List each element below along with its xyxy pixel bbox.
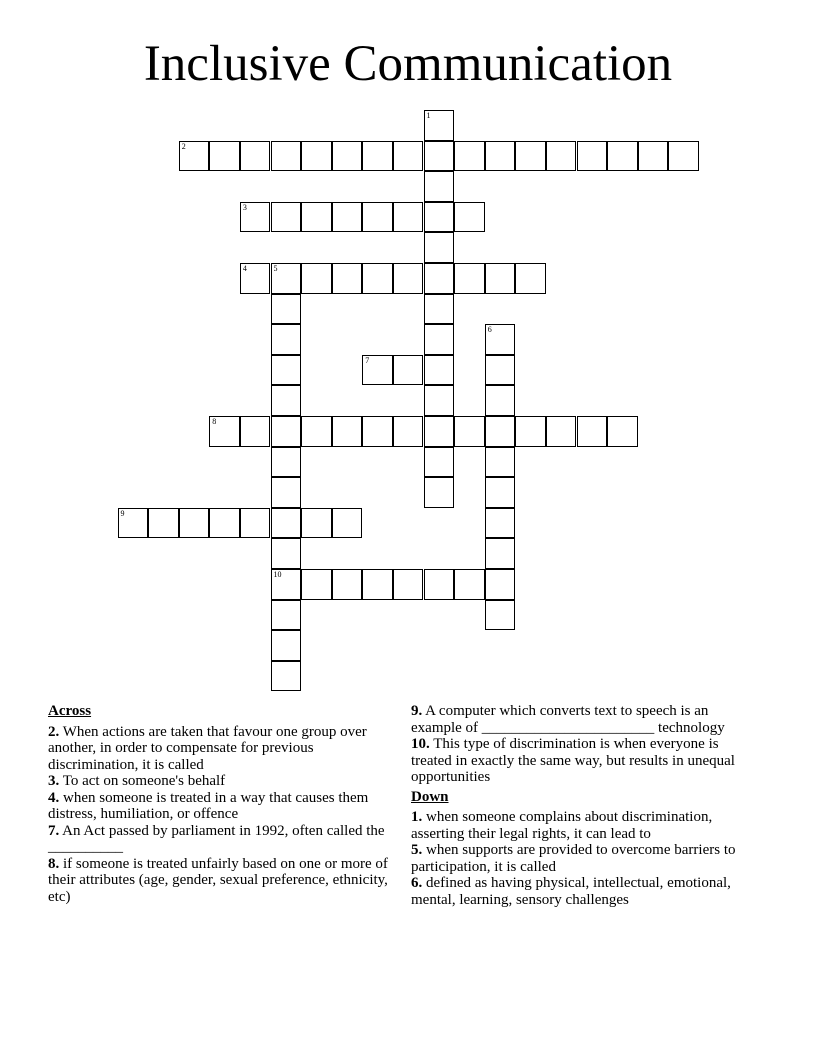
- grid-cell[interactable]: [485, 447, 516, 478]
- grid-cell[interactable]: [271, 385, 302, 416]
- clue-text: To act on someone's behalf: [59, 773, 226, 789]
- grid-cell[interactable]: [362, 141, 393, 172]
- grid-cell[interactable]: [271, 600, 302, 631]
- clue-number: 10.: [411, 736, 430, 752]
- grid-cell[interactable]: [424, 141, 455, 172]
- grid-cell[interactable]: [485, 477, 516, 508]
- across-heading: Across: [48, 703, 92, 719]
- grid-cell[interactable]: [424, 569, 455, 600]
- clue-across-3: [48, 773, 393, 790]
- grid-cell[interactable]: [362, 569, 393, 600]
- grid-cell[interactable]: [209, 508, 240, 539]
- cell-number: 3: [242, 202, 247, 212]
- grid-cell[interactable]: [271, 141, 302, 172]
- grid-cell[interactable]: [271, 538, 302, 569]
- grid-cell[interactable]: [301, 263, 332, 294]
- grid-cell[interactable]: [271, 416, 302, 447]
- page-title: Inclusive Communication: [143, 36, 673, 92]
- grid-cell[interactable]: [485, 263, 516, 294]
- grid-cell[interactable]: [332, 141, 363, 172]
- grid-cell[interactable]: [271, 508, 302, 539]
- cell-number: 8: [212, 417, 217, 426]
- clue-text: defined as having physical, intellectual, emotional, mental, learning, sensory challenges: [411, 875, 731, 908]
- grid-cell[interactable]: [485, 324, 516, 355]
- grid-cell[interactable]: [332, 569, 363, 600]
- grid-cell[interactable]: [424, 294, 455, 325]
- grid-cell[interactable]: [424, 263, 455, 294]
- clue-number: 8.: [48, 855, 60, 872]
- clue-across-4: [48, 790, 393, 823]
- clue-across-10: [411, 736, 761, 786]
- grid-cell[interactable]: [271, 661, 302, 692]
- grid-cell[interactable]: [424, 477, 455, 508]
- grid-cell[interactable]: [454, 569, 485, 600]
- grid-cell[interactable]: [485, 141, 516, 172]
- grid-cell[interactable]: [424, 355, 455, 386]
- grid-cell[interactable]: [424, 232, 455, 263]
- cell-number: 6: [487, 325, 492, 335]
- cell-number: 9: [120, 508, 125, 518]
- clue-down-1: [411, 809, 761, 842]
- grid-cell[interactable]: [546, 141, 577, 172]
- grid-cell[interactable]: [424, 447, 455, 478]
- clue-text: This type of discrimination is when everyone is treated in exactly the same way, but results in unequal opportunities: [411, 736, 735, 785]
- grid-cell[interactable]: [332, 508, 363, 539]
- clue-number: 5.: [411, 842, 423, 858]
- grid-cell[interactable]: [240, 416, 271, 447]
- grid-cell[interactable]: [485, 600, 516, 631]
- grid-cell[interactable]: [271, 355, 302, 386]
- clue-number: 7.: [48, 822, 60, 839]
- clue-text: When actions are taken that favour one group over another, in order to compensate for previous discrimination, it is called: [48, 723, 367, 773]
- grid-cell[interactable]: [179, 508, 210, 539]
- grid-cell[interactable]: [332, 202, 363, 233]
- grid-cell[interactable]: [240, 141, 271, 172]
- clues-column-right: [411, 703, 761, 908]
- clue-number: 9.: [411, 703, 423, 719]
- grid-cell[interactable]: [362, 202, 393, 233]
- clue-text: when someone complains about discrimination, asserting their legal rights, it can lead to: [411, 809, 713, 842]
- grid-cell[interactable]: [577, 416, 608, 447]
- grid-cell[interactable]: [546, 416, 577, 447]
- grid-cell[interactable]: [362, 355, 393, 386]
- clue-text: A computer which converts text to speech is an example of _______________________ technology: [411, 703, 725, 736]
- down-heading: Down: [411, 788, 449, 805]
- clue-down-6: [411, 875, 761, 908]
- grid-cell[interactable]: [271, 263, 302, 294]
- grid-cell[interactable]: [393, 355, 424, 386]
- grid-cell[interactable]: [209, 416, 240, 447]
- grid-cell[interactable]: [271, 447, 302, 478]
- grid-cell[interactable]: [362, 416, 393, 447]
- grid-cell[interactable]: [638, 141, 669, 172]
- grid-cell[interactable]: [271, 324, 302, 355]
- grid-cell[interactable]: [393, 569, 424, 600]
- clue-number: 4.: [48, 789, 60, 806]
- grid-cell[interactable]: [332, 416, 363, 447]
- grid-cell[interactable]: [607, 416, 638, 447]
- grid-cell[interactable]: [301, 569, 332, 600]
- grid-cell[interactable]: [301, 508, 332, 539]
- clue-across-2: [48, 724, 393, 774]
- grid-cell[interactable]: [515, 416, 546, 447]
- grid-cell[interactable]: [424, 416, 455, 447]
- grid-cell[interactable]: [393, 141, 424, 172]
- grid-cell[interactable]: [209, 141, 240, 172]
- grid-cell[interactable]: [179, 141, 210, 172]
- clue-number: 2.: [48, 723, 60, 740]
- clue-text: when someone is treated in a way that causes them distress, humiliation, or offence: [48, 789, 369, 822]
- grid-cell[interactable]: [301, 416, 332, 447]
- grid-cell[interactable]: [454, 202, 485, 233]
- grid-cell[interactable]: [271, 630, 302, 661]
- clue-number: 3.: [48, 773, 60, 789]
- grid-cell[interactable]: [393, 263, 424, 294]
- grid-cell[interactable]: [485, 416, 516, 447]
- grid-cell[interactable]: [454, 263, 485, 294]
- grid-cell[interactable]: [118, 508, 149, 539]
- grid-cell[interactable]: [271, 569, 302, 600]
- grid-cell[interactable]: [271, 294, 302, 325]
- grid-cell[interactable]: [424, 171, 455, 202]
- grid-cell[interactable]: [485, 508, 516, 539]
- grid-cell[interactable]: [485, 538, 516, 569]
- clue-down-5: [411, 842, 761, 875]
- clue-across-8: [48, 856, 393, 906]
- grid-cell[interactable]: [332, 263, 363, 294]
- grid-cell[interactable]: [424, 385, 455, 416]
- cell-number: 1: [426, 111, 431, 120]
- grid-cell[interactable]: [485, 385, 516, 416]
- cell-number: 7: [365, 355, 370, 365]
- clue-text: if someone is treated unfairly based on one or more of their attributes (age, gender, sexual preference, ethnicity, etc): [48, 855, 388, 905]
- grid-cell[interactable]: [454, 141, 485, 172]
- cell-number: 2: [181, 141, 186, 151]
- clue-across-9: [411, 703, 761, 736]
- grid-cell[interactable]: [271, 477, 302, 508]
- grid-cell[interactable]: [393, 202, 424, 233]
- grid-cell[interactable]: [485, 569, 516, 600]
- clue-text: when supports are provided to overcome barriers to participation, it is called: [411, 842, 736, 875]
- grid-cell[interactable]: [515, 141, 546, 172]
- clue-number: 6.: [411, 875, 423, 891]
- grid-cell[interactable]: [362, 263, 393, 294]
- grid-cell[interactable]: [301, 141, 332, 172]
- clues-column-left: [48, 703, 393, 905]
- cell-number: 10: [273, 570, 282, 579]
- grid-cell[interactable]: [515, 263, 546, 294]
- clue-across-7: [48, 823, 393, 856]
- grid-cell[interactable]: [424, 202, 455, 233]
- grid-cell[interactable]: [485, 355, 516, 386]
- grid-cell[interactable]: [301, 202, 332, 233]
- cell-number: 4: [242, 264, 247, 273]
- grid-cell[interactable]: [424, 110, 455, 141]
- grid-cell[interactable]: [240, 202, 271, 233]
- clue-text: An Act passed by parliament in 1992, often called the __________: [48, 822, 385, 855]
- grid-cell[interactable]: [668, 141, 699, 172]
- grid-cell[interactable]: [148, 508, 179, 539]
- cell-number: 5: [273, 264, 278, 273]
- grid-cell[interactable]: [240, 263, 271, 294]
- grid-cell[interactable]: [607, 141, 638, 172]
- grid-cell[interactable]: [577, 141, 608, 172]
- grid-cell[interactable]: [454, 416, 485, 447]
- clue-number: 1.: [411, 809, 423, 825]
- grid-cell[interactable]: [424, 324, 455, 355]
- grid-cell[interactable]: [393, 416, 424, 447]
- grid-cell[interactable]: [240, 508, 271, 539]
- grid-cell[interactable]: [271, 202, 302, 233]
